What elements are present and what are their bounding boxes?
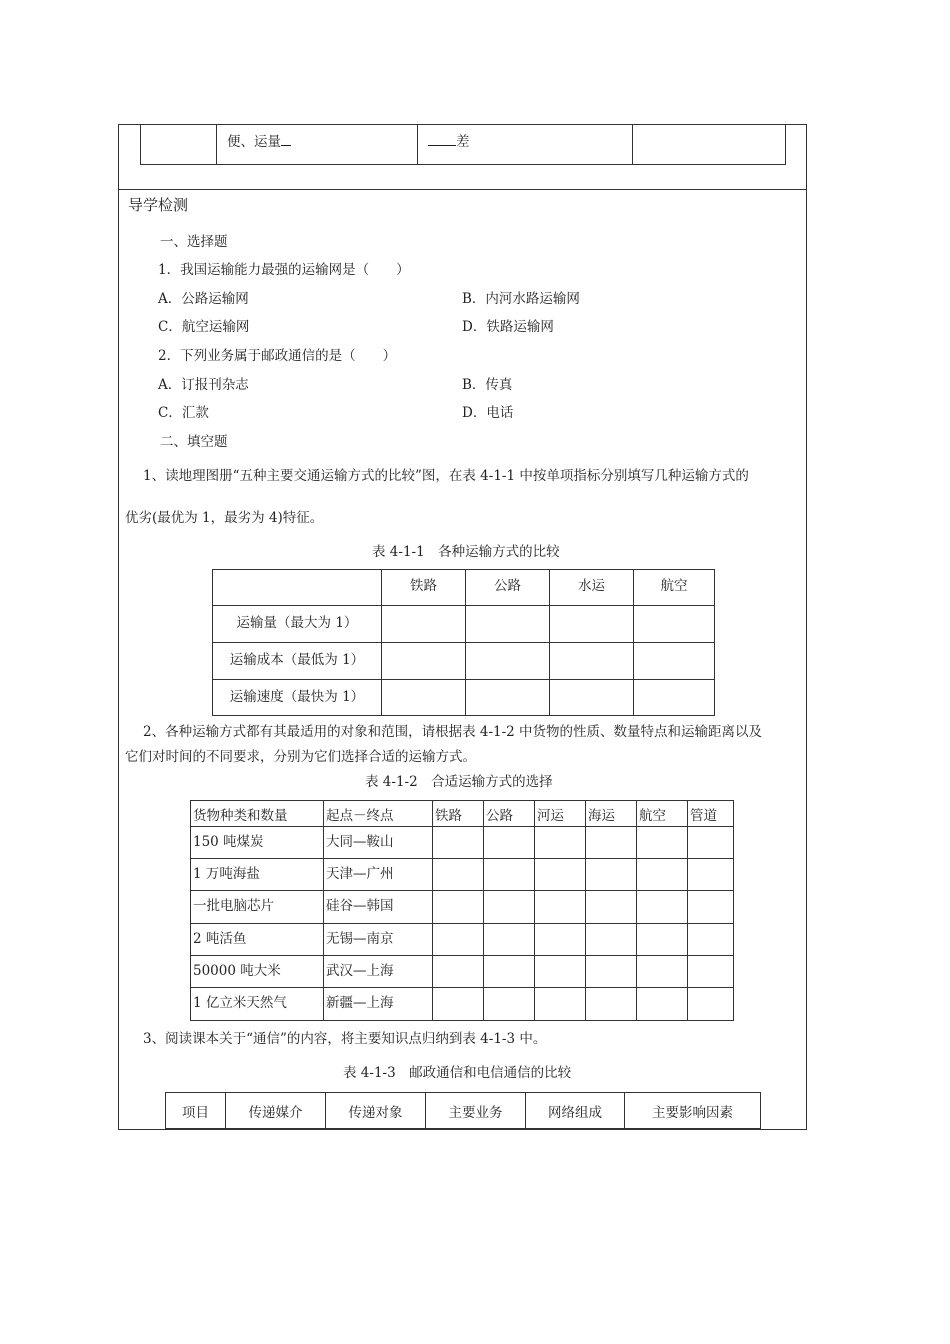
q2-option-d[interactable]: D．电话 bbox=[462, 405, 514, 421]
t1-header-cell bbox=[213, 570, 382, 606]
t2-input-cell[interactable] bbox=[433, 827, 484, 859]
t2-header-cell: 海运 bbox=[586, 801, 637, 827]
t2-input-cell[interactable] bbox=[535, 859, 586, 891]
q1-option-c[interactable]: C．航空运输网 bbox=[158, 319, 250, 335]
t2-input-cell[interactable] bbox=[433, 859, 484, 891]
t2-input-cell[interactable] bbox=[586, 956, 637, 988]
t2-input-cell[interactable] bbox=[484, 924, 535, 956]
t2-route-cell: 大同—鞍山 bbox=[324, 827, 433, 859]
t1-input-cell[interactable] bbox=[466, 643, 550, 680]
t2-input-cell[interactable] bbox=[484, 891, 535, 924]
table1-caption: 表 4-1-1 各种运输方式的比较 bbox=[372, 544, 560, 560]
t3-header-cell: 传递媒介 bbox=[226, 1093, 326, 1129]
t1-row-label: 运输速度（最快为 1） bbox=[213, 680, 382, 716]
item2-line2: 它们对时间的不同要求，分别为它们选择合适的运输方式。 bbox=[125, 749, 476, 765]
t2-input-cell[interactable] bbox=[586, 988, 637, 1021]
t2-input-cell[interactable] bbox=[433, 891, 484, 924]
top-cell-1-text: 便、运量 bbox=[227, 134, 281, 150]
top-table-cell-3 bbox=[633, 124, 786, 164]
t1-row-label: 运输量（最大为 1） bbox=[213, 606, 382, 643]
t1-header-cell: 航空 bbox=[634, 570, 715, 606]
t2-input-cell[interactable] bbox=[433, 956, 484, 988]
q1-option-d[interactable]: D．铁路运输网 bbox=[462, 319, 554, 335]
t1-input-cell[interactable] bbox=[382, 606, 466, 643]
t2-route-cell: 新疆—上海 bbox=[324, 988, 433, 1021]
t2-input-cell[interactable] bbox=[484, 956, 535, 988]
question-2-stem: 2．下列业务属于邮政通信的是（ ） bbox=[158, 348, 397, 364]
t2-header-cell: 航空 bbox=[637, 801, 688, 827]
answer-blank[interactable] bbox=[281, 133, 291, 146]
question-1-stem: 1．我国运输能力最强的运输网是（ ） bbox=[158, 262, 410, 278]
t2-input-cell[interactable] bbox=[484, 859, 535, 891]
t2-input-cell[interactable] bbox=[535, 988, 586, 1021]
t2-input-cell[interactable] bbox=[688, 956, 734, 988]
t2-cargo-cell: 1 亿立米天然气 bbox=[191, 988, 324, 1021]
t1-input-cell[interactable] bbox=[634, 643, 715, 680]
t2-input-cell[interactable] bbox=[637, 827, 688, 859]
t3-header-cell: 主要影响因素 bbox=[625, 1093, 761, 1129]
t2-route-cell: 武汉—上海 bbox=[324, 956, 433, 988]
t1-row-label: 运输成本（最低为 1） bbox=[213, 643, 382, 680]
t2-route-cell: 天津—广州 bbox=[324, 859, 433, 891]
table3-caption: 表 4-1-3 邮政通信和电信通信的比较 bbox=[343, 1065, 572, 1081]
table-4-1-1 bbox=[212, 569, 715, 716]
t1-input-cell[interactable] bbox=[382, 680, 466, 716]
t2-input-cell[interactable] bbox=[535, 924, 586, 956]
t2-header-cell: 铁路 bbox=[433, 801, 484, 827]
t2-header-cell: 河运 bbox=[535, 801, 586, 827]
table-4-1-3 bbox=[165, 1092, 761, 1129]
t3-header-cell: 网络组成 bbox=[526, 1093, 625, 1129]
t3-header-cell: 项目 bbox=[166, 1093, 226, 1129]
item3-text: 3、阅读课本关于“通信”的内容，将主要知识点归纳到表 4-1-3 中。 bbox=[143, 1031, 547, 1047]
t2-input-cell[interactable] bbox=[688, 988, 734, 1021]
part1-heading: 一、选择题 bbox=[160, 234, 228, 250]
t1-input-cell[interactable] bbox=[634, 680, 715, 716]
t3-header-cell: 传递对象 bbox=[326, 1093, 426, 1129]
q2-option-a[interactable]: A．订报刊杂志 bbox=[158, 377, 249, 393]
top-table-cell-1 bbox=[217, 124, 418, 164]
t2-input-cell[interactable] bbox=[535, 956, 586, 988]
t2-input-cell[interactable] bbox=[586, 827, 637, 859]
t1-input-cell[interactable] bbox=[550, 606, 634, 643]
top-cell-2-text: 差 bbox=[456, 134, 470, 150]
t1-header-cell: 铁路 bbox=[382, 570, 466, 606]
t2-input-cell[interactable] bbox=[484, 988, 535, 1021]
q2-option-c[interactable]: C．汇款 bbox=[158, 405, 209, 421]
t2-cargo-cell: 1 万吨海盐 bbox=[191, 859, 324, 891]
part2-heading: 二、填空题 bbox=[160, 434, 228, 450]
t2-input-cell[interactable] bbox=[688, 924, 734, 956]
t2-header-cell: 货物种类和数量 bbox=[191, 801, 324, 827]
t2-input-cell[interactable] bbox=[637, 859, 688, 891]
t2-header-cell: 管道 bbox=[688, 801, 734, 827]
t2-route-cell: 硅谷—韩国 bbox=[324, 891, 433, 924]
t2-input-cell[interactable] bbox=[637, 924, 688, 956]
t2-input-cell[interactable] bbox=[637, 988, 688, 1021]
t1-input-cell[interactable] bbox=[634, 606, 715, 643]
item1-line1: 1、读地理图册“五种主要交通运输方式的比较”图，在表 4-1-1 中按单项指标分别填写几种运输方式的 bbox=[143, 468, 749, 484]
t2-input-cell[interactable] bbox=[433, 988, 484, 1021]
t1-input-cell[interactable] bbox=[382, 643, 466, 680]
t2-cargo-cell: 150 吨煤炭 bbox=[191, 827, 324, 859]
section-title: 导学检测 bbox=[128, 196, 189, 214]
t2-cargo-cell: 2 吨活鱼 bbox=[191, 924, 324, 956]
t2-input-cell[interactable] bbox=[535, 827, 586, 859]
t1-header-cell: 水运 bbox=[550, 570, 634, 606]
item2-line1: 2、各种运输方式都有其最适用的对象和范围，请根据表 4-1-2 中货物的性质、数量特点和运输距离以及 bbox=[143, 724, 763, 740]
t1-header-cell: 公路 bbox=[466, 570, 550, 606]
t2-cargo-cell: 50000 吨大米 bbox=[191, 956, 324, 988]
q1-option-a[interactable]: A．公路运输网 bbox=[158, 291, 249, 307]
top-table-cell-0 bbox=[141, 124, 217, 164]
top-table-cell-2 bbox=[418, 124, 633, 164]
t2-cargo-cell: 一批电脑芯片 bbox=[191, 891, 324, 924]
answer-blank[interactable] bbox=[428, 133, 456, 146]
item1-line2: 优劣(最优为 1，最劣为 4)特征。 bbox=[125, 510, 324, 526]
t1-input-cell[interactable] bbox=[466, 680, 550, 716]
t1-input-cell[interactable] bbox=[550, 643, 634, 680]
t2-input-cell[interactable] bbox=[586, 924, 637, 956]
t2-header-cell: 起点－终点 bbox=[324, 801, 433, 827]
t2-input-cell[interactable] bbox=[586, 891, 637, 924]
t2-input-cell[interactable] bbox=[586, 859, 637, 891]
t2-input-cell[interactable] bbox=[637, 891, 688, 924]
t2-header-cell: 公路 bbox=[484, 801, 535, 827]
q2-option-b[interactable]: B．传真 bbox=[462, 377, 513, 393]
t1-input-cell[interactable] bbox=[550, 680, 634, 716]
top-table bbox=[140, 124, 786, 165]
t2-input-cell[interactable] bbox=[484, 827, 535, 859]
table-4-1-2 bbox=[190, 800, 734, 1021]
t1-input-cell[interactable] bbox=[466, 606, 550, 643]
t2-input-cell[interactable] bbox=[535, 891, 586, 924]
t3-header-cell: 主要业务 bbox=[426, 1093, 526, 1129]
t2-input-cell[interactable] bbox=[433, 924, 484, 956]
table2-caption: 表 4-1-2 合适运输方式的选择 bbox=[365, 774, 553, 790]
t2-input-cell[interactable] bbox=[637, 956, 688, 988]
t2-input-cell[interactable] bbox=[688, 827, 734, 859]
q1-option-b[interactable]: B．内河水路运输网 bbox=[462, 291, 580, 307]
t2-input-cell[interactable] bbox=[688, 859, 734, 891]
t2-route-cell: 无锡—南京 bbox=[324, 924, 433, 956]
section-divider bbox=[118, 189, 807, 190]
t2-input-cell[interactable] bbox=[688, 891, 734, 924]
